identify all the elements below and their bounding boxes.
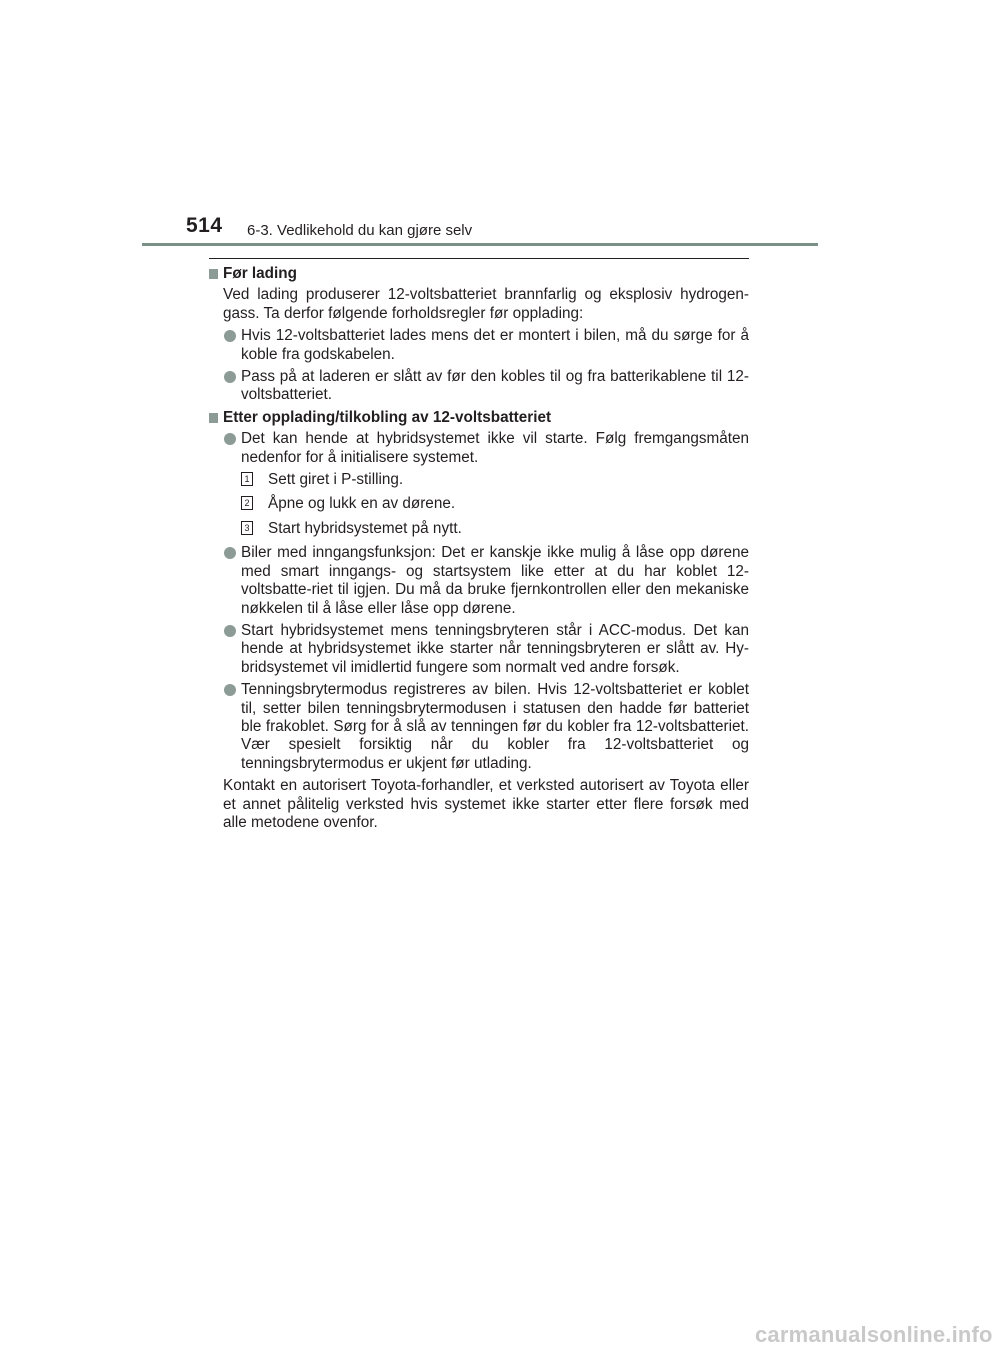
header-rule <box>142 243 818 246</box>
bullet-text: Start hybridsystemet mens tenningsbryteren står i ACC-modus. Det kan hende at hybridsystemet ikke starter når tenningsbryteren er slått av. Hy-bridsystemet vil imidlertid fungere som normalt ved andre forsøk. <box>241 621 749 676</box>
section-heading-after-charging <box>209 409 749 427</box>
step-item <box>241 520 749 538</box>
step-text: Sett giret i P-stilling. <box>268 471 404 489</box>
bullet-text: Biler med inngangsfunksjon: Det er kanskje ikke mulig å låse opp dørene med smart inngangs- og startsystem like etter at du har koblet 12-voltsbatte-riet til igjen. Du må da bruke fjernkontrollen eller den mekaniske nøkkelen til å låse eller låse opp dørene. <box>241 544 749 617</box>
round-bullet-icon <box>224 433 236 445</box>
step-number-box: 2 <box>241 496 253 510</box>
square-bullet-icon <box>209 269 218 279</box>
step-text: Åpne og lukk en av dørene. <box>268 495 456 513</box>
page-number: 514 <box>186 214 223 237</box>
round-bullet-icon <box>224 684 236 696</box>
round-bullet-icon <box>224 625 236 637</box>
round-bullet-icon <box>224 371 236 383</box>
step-text: Start hybridsystemet på nytt. <box>268 519 462 537</box>
list-item <box>223 430 749 467</box>
intro-paragraph: Ved lading produserer 12-voltsbatteriet brannfarlig og eksplosiv hydrogen-gass. Ta derfor følgende forholdsregler før opplading: <box>223 286 749 322</box>
heading-text: Før lading <box>223 265 297 282</box>
step-number-box: 1 <box>241 472 253 486</box>
section-title: 6-3. Vedlikehold du kan gjøre selv <box>247 222 473 239</box>
bullet-text: Hvis 12-voltsbatteriet lades mens det er montert i bilen, må du sørge for å koble fra godskabelen. <box>241 327 749 363</box>
list-item <box>223 368 749 405</box>
list-item <box>223 327 749 364</box>
page-content <box>209 265 749 832</box>
step-item <box>241 495 749 513</box>
bullet-text: Pass på at laderen er slått av før den kobles til og fra batterikablene til 12-voltsbatteriet. <box>241 368 749 404</box>
step-item <box>241 471 749 489</box>
round-bullet-icon <box>224 330 236 342</box>
watermark-logo: carmanualsonline.info <box>755 1322 993 1347</box>
closing-paragraph: Kontakt en autorisert Toyota-forhandler, et verksted autorisert av Toyota eller et annet pålitelig verksted hvis systemet ikke starter etter flere forsøk med alle metodene ovenfor. <box>223 777 749 831</box>
square-bullet-icon <box>209 413 218 423</box>
content-rule <box>209 258 749 259</box>
round-bullet-icon <box>224 547 236 559</box>
heading-text: Etter opplading/tilkobling av 12-voltsbatteriet <box>223 408 552 426</box>
bullet-text: Det kan hende at hybridsystemet ikke vil starte. Følg fremgangsmåten nedenfor for å initialisere systemet. <box>241 430 749 466</box>
list-item <box>223 544 749 618</box>
section-heading-before-charging <box>209 265 749 283</box>
list-item <box>223 622 749 677</box>
list-item <box>223 681 749 773</box>
bullet-text: Tenningsbrytermodus registreres av bilen. Hvis 12-voltsbatteriet er koblet til, setter bilen tenningsbrytermodusen i statusen den hadde før batteriet ble frakoblet. Sørg for å slå av tenningen før du kobler fra 12-voltsbatteriet. Vær spesielt forsiktig når du kobler fra 12-voltsbatteriet og tenningsbrytermodus er ukjent før utlading. <box>241 681 749 772</box>
step-number-box: 3 <box>241 521 253 535</box>
